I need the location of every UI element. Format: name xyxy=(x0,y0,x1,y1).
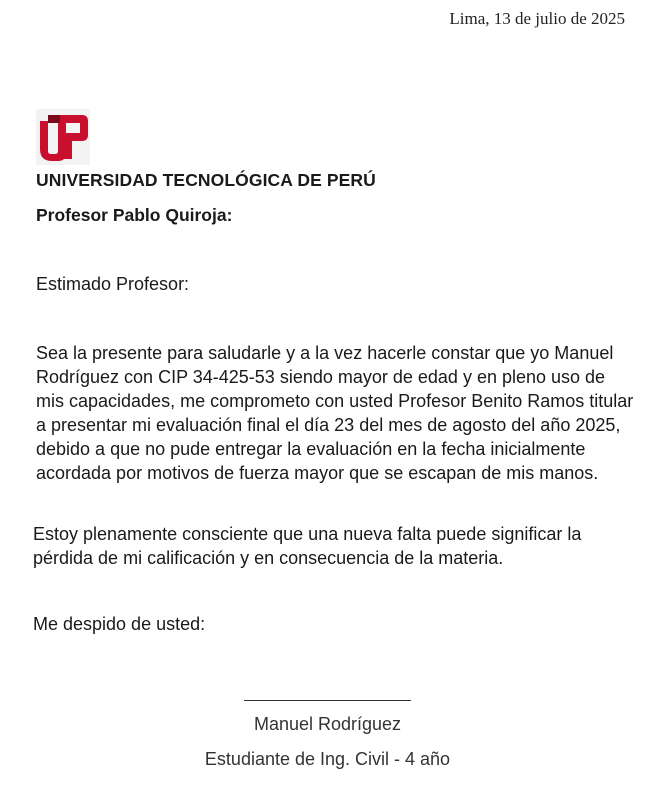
addressee: Profesor Pablo Quiroja: xyxy=(36,205,233,225)
signature-block-name xyxy=(0,714,651,735)
signature-line xyxy=(244,700,411,701)
signature-name: Manuel Rodríguez xyxy=(253,714,402,734)
utp-logo-icon xyxy=(36,109,90,165)
signature-block-role xyxy=(0,749,651,770)
university-name: UNIVERSIDAD TECNOLÓGICA DE PERÚ xyxy=(36,170,376,190)
letter-date: Lima, 13 de julio de 2025 xyxy=(449,9,625,28)
body-paragraph-2: Estoy plenamente consciente que una nueva falta puede significar la pérdida de mi calificación y en consecuencia de la materia. xyxy=(33,524,582,568)
signature-role: Estudiante de Ing. Civil - 4 año xyxy=(204,749,451,769)
farewell: Me despido de usted: xyxy=(33,614,206,634)
greeting: Estimado Profesor: xyxy=(36,274,190,294)
body-paragraph-1: Sea la presente para saludarle y a la vez hacerle constar que yo Manuel Rodríguez con CIP 34-425-53 siendo mayor de edad y en pleno uso de mis capacidades, me comprometo con usted Profesor Benito Ramos titular a presentar mi evaluación final el día 23 del mes de agosto del año 2025, debido a que no pude entregar la evaluación en la fecha inicialmente acordada por motivos de fuerza mayor que se escapan de mis manos. xyxy=(36,343,634,483)
